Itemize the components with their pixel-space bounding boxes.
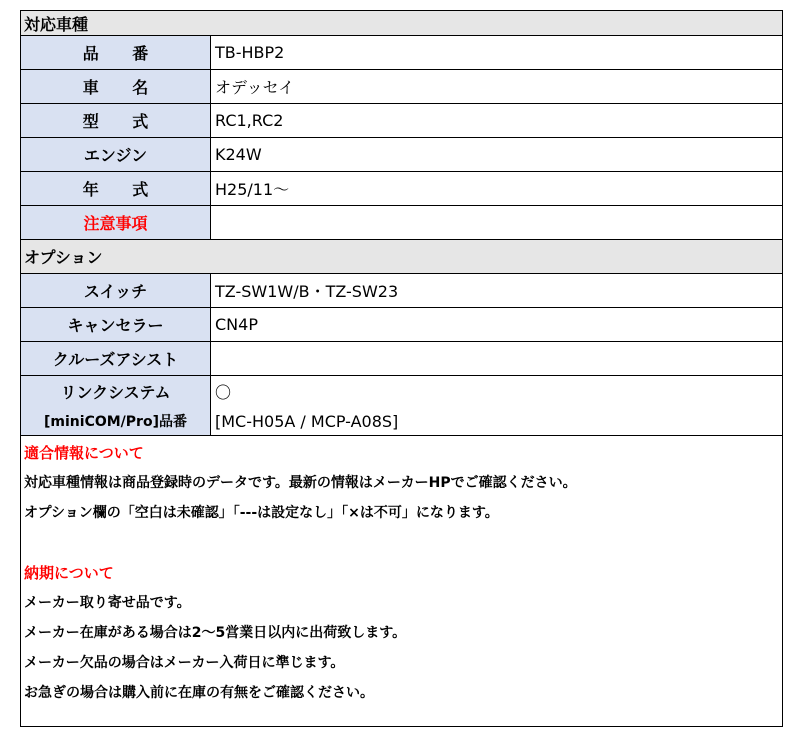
value-minicom: [MC-H05A / MCP-A08S] xyxy=(215,411,399,431)
label-notes-warning: 注意事項 xyxy=(21,206,211,239)
value-switch: TZ-SW1W/B・TZ-SW23 xyxy=(215,282,399,301)
label-engine: エンジン xyxy=(21,138,211,171)
label-part-number: 品 番 xyxy=(21,36,211,69)
label-year: 年 式 xyxy=(21,172,211,205)
value-link-system: 〇 xyxy=(215,383,232,403)
spacer xyxy=(24,528,779,558)
section-title: 対応車種 xyxy=(24,14,89,34)
value-link-system-group xyxy=(211,376,782,435)
table-row xyxy=(21,274,782,308)
fit-line: オプション欄の「空白は未確認」「---は設定なし」「×は不可」になります。 xyxy=(24,505,499,521)
value-cruise-assist xyxy=(211,342,782,375)
table-row xyxy=(21,36,782,70)
value-engine: K24W xyxy=(215,145,262,164)
label-car-name: 車 名 xyxy=(21,70,211,103)
spec-table xyxy=(20,10,783,727)
table-row xyxy=(21,308,782,342)
value-canceller: CN4P xyxy=(215,315,258,334)
fit-heading: 適合情報について xyxy=(24,444,144,462)
value-model-code: RC1,RC2 xyxy=(215,111,284,130)
table-row xyxy=(21,172,782,206)
table-row xyxy=(21,376,782,436)
label-model-code: 型 式 xyxy=(21,104,211,137)
label-cruise-assist: クルーズアシスト xyxy=(21,342,211,375)
table-row xyxy=(21,138,782,172)
section-options xyxy=(21,240,782,274)
value-part-number: TB-HBP2 xyxy=(215,43,285,62)
notes-block xyxy=(21,436,782,726)
table-row xyxy=(21,70,782,104)
table-row xyxy=(21,206,782,240)
value-car-name: オデッセイ xyxy=(215,78,295,97)
label-link-system: リンクシステム xyxy=(60,383,171,402)
fit-line: 対応車種情報は商品登録時のデータです。最新の情報はメーカーHPでご確認ください。 xyxy=(24,475,577,491)
delivery-line: メーカー取り寄せ品です。 xyxy=(24,595,191,611)
delivery-line: お急ぎの場合は購入前に在庫の有無をご確認ください。 xyxy=(24,685,374,701)
table-row xyxy=(21,342,782,376)
value-year: H25/11〜 xyxy=(215,180,290,199)
label-minicom: [miniCOM/Pro]品番 xyxy=(44,414,187,430)
label-canceller: キャンセラー xyxy=(21,308,211,341)
delivery-heading: 納期について xyxy=(24,564,114,582)
label-link-system-group xyxy=(21,376,211,435)
value-notes-warning xyxy=(211,206,782,239)
section-title: オプション xyxy=(24,248,103,267)
delivery-line: メーカー在庫がある場合は2〜5営業日以内に出荷致します。 xyxy=(24,625,407,641)
section-vehicle xyxy=(21,11,782,36)
table-row xyxy=(21,104,782,138)
label-switch: スイッチ xyxy=(21,274,211,307)
delivery-line: メーカー欠品の場合はメーカー入荷日に準じます。 xyxy=(24,655,345,671)
